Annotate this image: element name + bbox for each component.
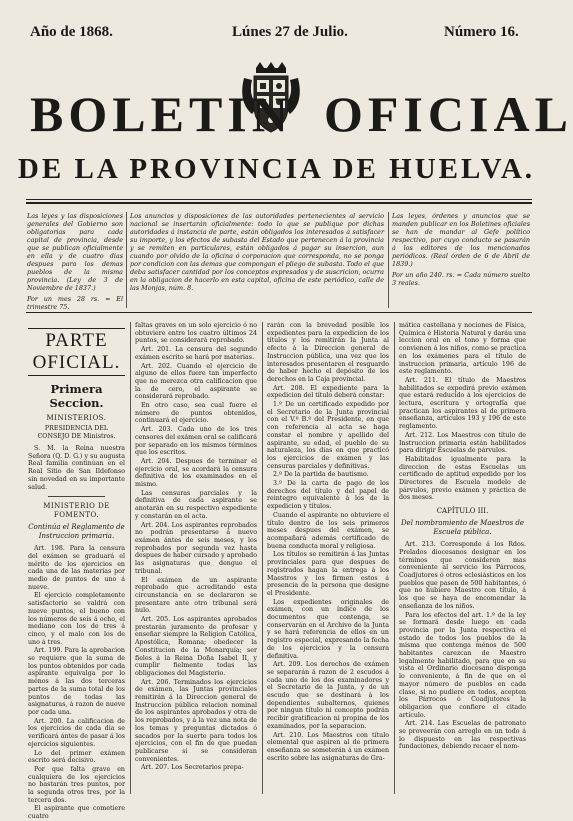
section-heading: Primera Seccion. <box>49 382 104 410</box>
column-divider <box>262 322 263 794</box>
column-1 <box>28 322 125 821</box>
paragraph: Por que falta grave en cualquiera de los ejercicios no bastarán tres puntos, por la segunda otros tres, por la tercera dos. <box>28 765 125 804</box>
separator <box>48 496 105 497</box>
header-rule-thick <box>26 202 532 204</box>
paragraph: Art. 204. Despues de terminar el ejercicio oral, se acordará la censura definitiva de los examinados en el mismo. <box>135 457 257 489</box>
paragraph: Art. 207. Los Secretarios prepa- <box>141 764 244 772</box>
paragraph: El aspirante que cometiere cuatro <box>28 805 125 821</box>
paragraph: faltas graves en un solo ejercicio ó no obtuviere entre los cuatro últimos 24 puntos, se considerará reprobado. <box>135 322 257 345</box>
chapter-heading: CAPÍTULO III. <box>436 507 489 516</box>
column-divider <box>394 322 395 794</box>
intro-advertising-notice <box>130 212 384 310</box>
issue-number: Número 16. <box>444 24 519 40</box>
column-3 <box>267 322 389 794</box>
paragraph: Art. 202. Cuando el ejercicio de alguno de ellos fuere tan imperfecto que no merezca otra calificacion que la de cero, el aspirante se considerará reprobado. <box>135 362 257 401</box>
paragraph: Los títulos se remitirán á las Juntas provinciales para que despues de registrados hagan la entrega á los Maestros y los firmen estos á presencia de la persona que designe el Presidente. <box>267 551 389 597</box>
column-divider <box>130 322 131 794</box>
intro-legal-text: Las leyes y las disposiciones generales del Gobierno son obligatorias para cada capital de provincia, desde que se publican oficialmente en ella y de cuatro dias despues para los demas pueblos de la misma provincia. (Ley de 3 de Noviembre de 1837.) <box>27 212 123 292</box>
title-word-right: OFICIAL <box>324 86 573 142</box>
issue-meta <box>0 24 553 42</box>
paragraph: S. M. la Reina nuestra Señora (Q. D. G.) y su augusta Real familia continúan en el Real Sitio de San Ildefonso sin novedad en su importante salud. <box>28 445 125 491</box>
paragraph: Art. 206. Terminados los ejercicios de exámen, las Juntas provinciales remitirán á la Direccion general de Instruccion pública relacion nominal de los aspirantes aprobados y otra de los reprobados, y á la vez una nota de los temas y preguntas dictados ó sacados por la suerte para todos los ejercicios, con el fin de que puedan publicarse si se consideran convenientes. <box>135 678 257 763</box>
paragraph: Art. 209. Los derechos de exámen se separarán á razon de 2 escudos á cada uno de los dos examinadores y el Secretario de la Junta, y de un escudo que se destinará á los dependientes subalternos, quienes por ningun título ni concepto podrán recibir gratificacion ni propina de los examinados, por la separacion. <box>267 661 389 730</box>
intro-legal-notice <box>27 212 123 310</box>
paragraph: El ejercicio completamente satisfactorio se valdrá con nueve puntos, el bueno con los números de seis á ocho, el mediano con los de tres á cinco, y el malo con los de uno á tres. <box>28 592 125 646</box>
paragraph: Art. 204. Los aspirantes reprobados no podrán presentarse á nuevo exámen ántes de seis meses, y los reprobados por segunda vez hasta despues de haber cursado y aprobado las asignaturas que dengue el tribunal. <box>135 521 257 575</box>
paragraph: 1.º De un certificado expedido por el Secretario de la Junta provincial con el V.º B.º del Presidente, en que con referencia al acta se haga constar el nombre y apellido del aspirante, su edad, el pueblo de su naturaleza, los dias en que practicó los ejercicios de exámen y las censuras parciales y definitivas. <box>267 401 389 470</box>
column-2 <box>135 322 257 794</box>
paragraph: Art. 210. Los Maestros con título elemental que aspiren al de primera enseñanza se someterán á un exámen escrito sobre las asignaturas de Gra- <box>267 731 389 762</box>
parte-oficial-heading: PARTE OFICIAL. <box>28 328 125 376</box>
paragraph: Art. 214. Las Escuelas de patronato se proveerán con arreglo en un todo á lo dispuesto en las respectivas fundaciones, debiendo recaer el nom- <box>399 720 526 751</box>
intro-divider <box>126 212 127 308</box>
masthead-title <box>0 82 573 146</box>
paragraph: 3.º De la carta de pago de los derechos del título y del papel de reintegro equivalente á los de la expedicion y títulos. <box>267 480 389 511</box>
paragraph: Para los efectos del art. 1.º de la ley se formará desde luego en cada provincia por la Junta respectiva el estado de todos los pueblos de la misma que contenga ménos de 500 habitantes carezcan de Maestro legalmente habilitado, para que en su vista el Ordinario diocesano disponga lo conveniente, á fin de que en el mayor número de pueblos en cada clase, si no pudiere en todos, acepten los Párrocos ó Coadjutores la obligacion que confiere el citado artículo. <box>399 611 526 719</box>
intro-orders-text: Las leyes, órdenes y anuncios que se manden publicar en los Boletines oficiales se han de mandar al Gefe político respectivo, por cuyo conducto se pasarán á los editores de los mencionados periódicos. (Real órden de 6 de Abril de 1839.) <box>392 212 530 268</box>
paragraph: Art. 208. El expediente para la expedicion del título deberá constar: <box>267 384 389 400</box>
paragraph: En otro caso, sea cual fuere el número de puntos obtenidos, continuará el ejercicio. <box>135 402 257 425</box>
issue-year: Año de 1868. <box>30 24 113 40</box>
paragraph: 2.º De la partida de bautismo. <box>273 471 369 479</box>
paragraph: Los expedientes originales de exámen, con un índice de los documentos que contenga, se conservarán en el Archivo de la Junta y se hará referencia de ellos en un registro especial, expresando la fecha de los ejercicios y la censura definitiva. <box>267 598 389 660</box>
paragraph: Habilitados igualmente para la direccion de estas Escuelas un certificado de aptitud expedido por los Directores de Escuela modelo de párvulos, previo exámen y práctica de dos meses. <box>399 455 526 502</box>
paragraph: Lo del primer exámen escrito será decisivo. <box>28 749 125 765</box>
column-4 <box>399 322 526 794</box>
paragraph: Art. 201. La censura del segundo exámen escrito se hará por materias. <box>135 346 257 361</box>
title-word-left: BOLETIN <box>30 86 293 142</box>
chapter-title: Del nombramiento de Maestros de Escuela pública. <box>400 519 525 537</box>
paragraph: Cuando el aspirante no obtuviere el título dentro de los seis primeros meses despues del exámen, se acompañará además certificado de buena conducta moral y religiosa. <box>267 511 389 550</box>
paragraph: rarán con la brevedad posible los expedientes para la expedicion de los títulos y los remitirán la Junta al efecto á la Direccion general de Instruccion pública, una vez que los interesados presentaren el resguardo de haber hecho el depósito de los derechos en la Caja provincial. <box>267 322 389 383</box>
paragraph: Las censuras parciales y la definitiva de cada aspirante se anotarán en su respectivo expediente y constarán en el acta. <box>135 489 257 520</box>
paragraph: Art. 200. La calificacion de los ejercicios de cada dia se verificará ántes de pasar á los ejercicios siguientes. <box>28 717 125 748</box>
ministerios-heading: MINISTERIOS. <box>46 414 107 422</box>
presidencia-heading: PRESIDENCIA DEL CONSEJO DE Ministros. <box>37 425 116 440</box>
paragraph: Art. 211. El título de Maestros habilitados se expedirá previo exámen que estará reducido á los ejercicios de lectura, escritura y ortografía que practican los aspirantes al de primera enseñanza, artículos 193 y 196 de este reglamento. <box>399 376 526 431</box>
paragraph: Art. 199. Para la aprobacion se requiere que la suma de los puntos obtenidos por cada aspirante equivalga por lo ménos á las dos terceras partes de la suma total de los puntos de todas las asignaturas, á razon de nueve por cada una. <box>28 647 125 716</box>
reglamento-heading: Continúa el Reglamento de Instruccion primaria. <box>28 523 125 541</box>
issue-date: Lúnes 27 de Julio. <box>232 24 348 40</box>
masthead-subtitle: DE LA PROVINCIA DE HUELVA. <box>17 153 536 185</box>
intro-divider <box>388 212 389 308</box>
fomento-heading: MINISTERIO DE FOMENTO. <box>43 502 110 520</box>
header-rule <box>26 199 532 200</box>
intro-price-yearly: Por un año 240. rs. = Cada número suelto 3 reales. <box>392 271 530 287</box>
intro-advertising-text: Los anuncios y disposiciones de las autoridades pertenecientes al servicio nacional se insertarán oficialmente: todo lo que se publique por dichas autoridades á instancia de parte, están obligados los interesados á satisfacer su importe, y los efectos de subasta del Estado que pertenecen á la provincia y se remiten en particulares, están obligados á pagar su insercion, aun cuando por olvido de la oficina ó corporacion que corresponda, no se ponga por condicion con las demas que compongan el pliego de subasta. Todo el que deba satisfacer cantidad por los conceptos expresados y de suscricion, ocurra en la obligacion de hacerlo en esta capital, oficina de este periódico, calle de las Monjas, núm. 8. <box>130 212 384 292</box>
paragraph: Art. 212. Los Maestros con título de Instruccion primaria están habilitados para dirigir Escuelas de párvulos. <box>399 431 526 455</box>
paragraph: Art. 205. Los aspirantes aprobados prestarán juramento de profesar y enseñar siempre la Religion Católica, Apostólica, Romana; obedecer la Constitucion de la Monarquía; ser fieles á la Reina Doña Isabel II, y cumplir fielmente todas las obligaciones del Magisterio. <box>135 616 257 677</box>
paragraph: mática castellana y nociones de Física, Química é Historia Natural y daráu una leccion oral en el tono y forma que convienen á los niños, como se practica en los exámenes para el título de instruccion primaria, artículo 196 de este reglamento. <box>399 322 526 376</box>
intro-rule <box>26 312 532 313</box>
intro-orders-notice <box>392 212 530 310</box>
paragraph: Art. 213. Corresponde á los Rdos. Prelados diocesanos designar en los términos que consideren mas conveniente al servicio los Párrocos, Coadjutores ó otros eclesiásticos en los pueblos que pasen de 500 habitantes, ó que no hubiere Maestro con título, á los que se haya de encomendar la enseñanza de los niños. <box>399 541 526 610</box>
paragraph: Art. 198. Para la censura del exámen se graduará el mérito de los ejercicios en cada una de las materias por medio de puntos de uno á nueve. <box>28 545 125 591</box>
intro-price-monthly: Por un mes 28 rs. = El trimestre 75. <box>27 295 123 311</box>
paragraph: Art. 203. Cada uno de los tres censores del exámen oral se calificará por separado en los mismos términos que los escritos. <box>135 426 257 457</box>
paragraph: El exámen de un aspirante reprobado que acreditando esta circunstancia en se declararon se presentare ante otro tribunal será nulo. <box>135 576 257 615</box>
